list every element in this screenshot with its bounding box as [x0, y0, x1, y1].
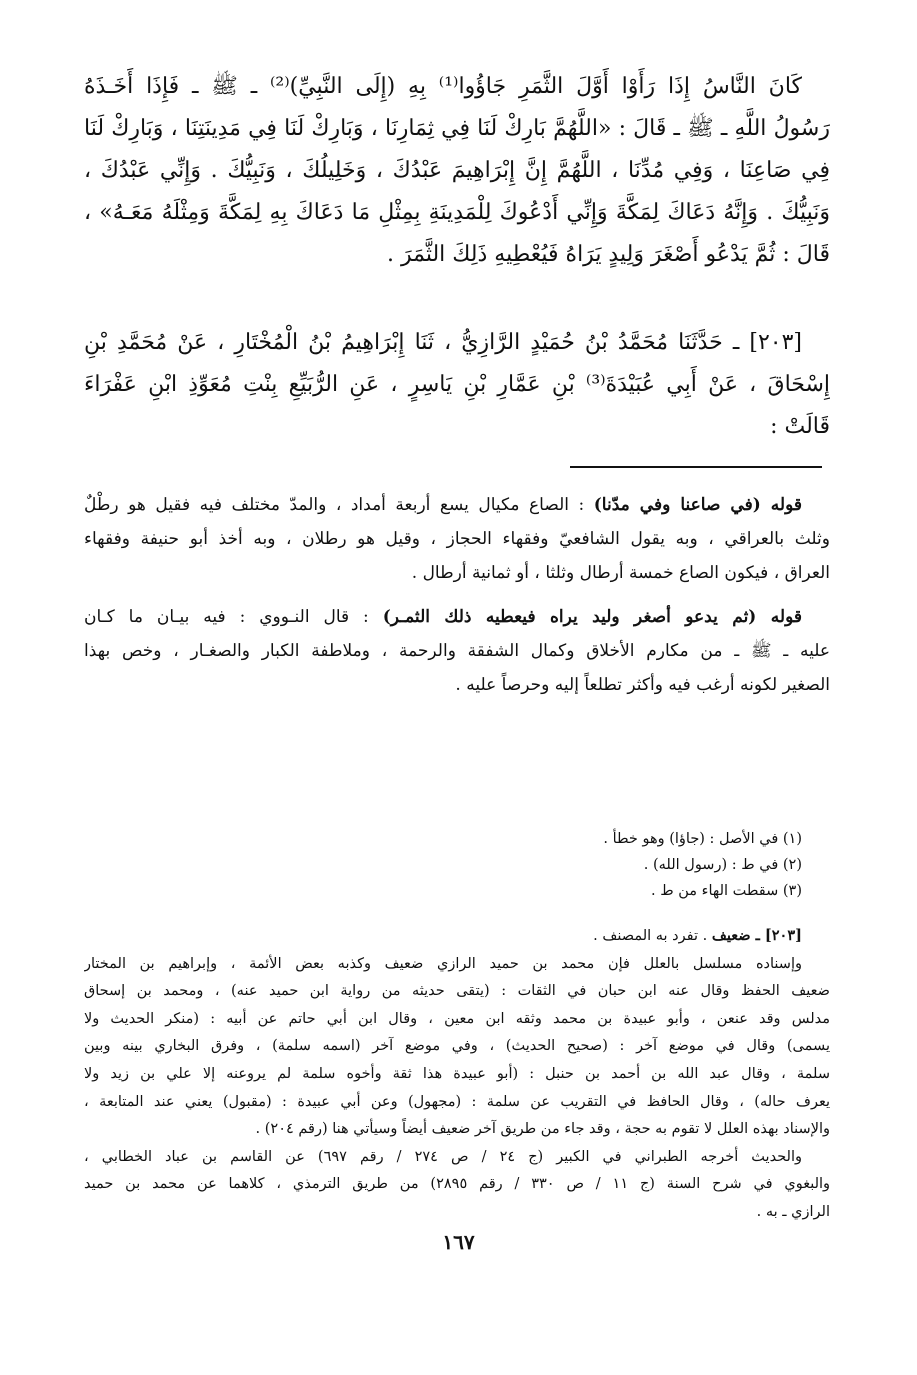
text-line: كَانَ النَّاسُ إِذَا رَأَوْا أَوَّلَ الثَّمَرِ جَاؤُوا⁽¹⁾ بِهِ (إِلَى النَّبِيِّ)⁽²⁾ ـ ﷺ ـ فَإِذَا أَخَـذَهُ — [84, 74, 802, 99]
footnotes — [84, 826, 830, 904]
text-line: يسمى) وقال في موضع آخر : (صحيح الحديث) ، وفي موضع آخر (اسمه سلمة) ، وفرق البخاري بينه وبين — [84, 1038, 830, 1055]
text-line: وثلث بالعراقي ، وبه يقول الشافعيّ وفقهاء الحجاز ، وقيل هو رطلان ، وبه أخذ أبو حنيفة وفقهاء — [84, 529, 830, 549]
text-line: قَالَتْ : — [770, 414, 830, 439]
text-line: سلمة ، وقال عبد الله بن أحمد بن حنبل : (أبو عبيدة هذا ثقة وأخوه سلمة لم يروعنه إلا علي بن زيد ولا — [84, 1065, 830, 1082]
takhrij — [84, 922, 830, 1227]
text-line: وَنَبِيُّكَ . وَإِنَّهُ دَعَاكَ لِمَكَّةَ وَإِنِّي أَدْعُوكَ لِلْمَدِينَةِ بِمِثْلِ مَا دَعَاكَ بِهِ لِمَكَّةَ وَمِثْلَهُ مَعَـهُ» ، — [84, 200, 830, 225]
text-line: الرازي ـ به . — [756, 1203, 830, 1220]
commentary-paragraph — [84, 600, 830, 702]
text-line: قوله (في صاعنا وفي مدّنا) : الصاع مكيال يسع أربعة أمداد ، والمدّ مختلف فيه فقيل هو رطْلٌ — [84, 495, 802, 515]
text-line: ضعيف الحفظ وقال عنه ابن حبان في الثقات : (يتقى حديثه من رواية ابن حميد عنه) ، ومحمد بن إسحاق — [84, 983, 830, 1000]
text-line: فِي صَاعِنَا ، وَفِي مُدِّنَا ، اللَّهُمَّ إِنَّ إِبْرَاهِيمَ عَبْدُكَ ، وَخَلِيلُكَ ، وَنَبِيُّكَ . وَإِنِّي عَبْدُكَ ، — [84, 158, 830, 183]
text-line: يعرف حاله) ، وقال الحافظ في التقريب عن سلمة : (مجهول) وعن أبي عبيدة : (مقبول) يعني عند المتابعة ، — [84, 1093, 830, 1110]
text-line: وإسناده مسلسل بالعلل فإن محمد بن حميد الرازي ضعيف وكذبه بعض الأئمة ، وإبراهيم بن المختار — [84, 955, 802, 972]
footnote: (٣) سقطت الهاء من ط . — [651, 883, 802, 899]
text-line: مدلس وقد عنعن ، وأبو عبيدة بن محمد وثقه ابن معين ، وقال ابن أبي حاتم عن أبيه : (منكر الحديث ولا — [84, 1010, 830, 1027]
main-text — [84, 66, 830, 276]
page-number: ١٦٧ — [442, 1230, 475, 1254]
commentary-head: قوله (ثم يدعو أصغر وليد يراه فيعطيه ذلك الثمـر) — [382, 607, 802, 627]
commentary — [84, 488, 830, 712]
text-line: عليه ـ ﷺ ـ من مكارم الأخلاق وكمال الشفقة والرحمة ، وملاطفة الكبار والصغـار ، وخص بهذا — [84, 641, 830, 661]
commentary-head: قوله (في صاعنا وفي مدّنا) — [593, 495, 802, 515]
footnote: (١) في الأصل : (جاؤا) وهو خطأ . — [603, 831, 802, 847]
text-line: والإسناد بهذه العلل لا تقوم به حجة ، وقد جاء من طريق آخر ضعيف أيضاً وسيأتي هنا (رقم ٢٠٤) . — [255, 1121, 830, 1138]
commentary-paragraph — [84, 488, 830, 590]
separator-line — [570, 466, 822, 468]
footnote: (٢) في ط : (رسول الله) . — [643, 857, 802, 873]
text-line: الصغير لكونه أرغب فيه وأكثر تطلعاً إليه وحرصاً عليه . — [455, 675, 830, 695]
takhrij-head: [٢٠٣] ـ ضعيف . تفرد به المصنف . — [593, 927, 802, 944]
text-line: قَالَ : ثُمَّ يَدْعُو أَصْغَرَ وَلِيدٍ يَرَاهُ فَيُعْطِيهِ ذَلِكَ الثَّمَرَ . — [386, 242, 830, 267]
text-line: إِسْحَاقَ ، عَنْ أَبِي عُبَيْدَةَ⁽³⁾ بْنِ عَمَّارِ بْنِ يَاسِرٍ ، عَنِ الرُّبَيِّعِ بِنْتِ مُعَوِّذِ ابْنِ عَفْرَاءَ — [84, 372, 830, 397]
text-line: والحديث أخرجه الطبراني في الكبير (ج ٢٤ / ص ٢٧٤ / رقم ٦٩٧) عن القاسم بن عباد الخطابي ، — [84, 1148, 803, 1165]
text-line: العراق ، فيكون الصاع خمسة أرطال وثلثا ، أو ثمانية أرطال . — [411, 563, 830, 583]
hadith-203 — [84, 322, 830, 448]
text-line: والبغوي في شرح السنة (ج ١١ / ص ٣٣٠ / رقم ٢٨٩٥) من طريق الترمذي ، كلاهما عن محمد بن حميد — [84, 1176, 830, 1193]
text-line: [٢٠٣] ـ حَدَّثَنَا مُحَمَّدُ بْنُ حُمَيْدٍ الرَّازِيُّ ، ثَنَا إِبْرَاهِيمُ بْنُ الْمُخْتَارِ ، عَنْ مُحَمَّدِ بْنِ — [84, 330, 802, 355]
text-line: رَسُولُ اللَّهِ ـ ﷺ ـ قَالَ : «اللَّهُمَّ بَارِكْ لَنَا فِي ثِمَارِنَا ، وَبَارِكْ لَنَا فِي مَدِينَتِنَا ، وَبَارِكْ لَنَا — [84, 116, 830, 141]
text-line: قوله (ثم يدعو أصغر وليد يراه فيعطيه ذلك الثمـر) : قال النـووي : فيه بيـان ما كـان — [84, 607, 802, 627]
